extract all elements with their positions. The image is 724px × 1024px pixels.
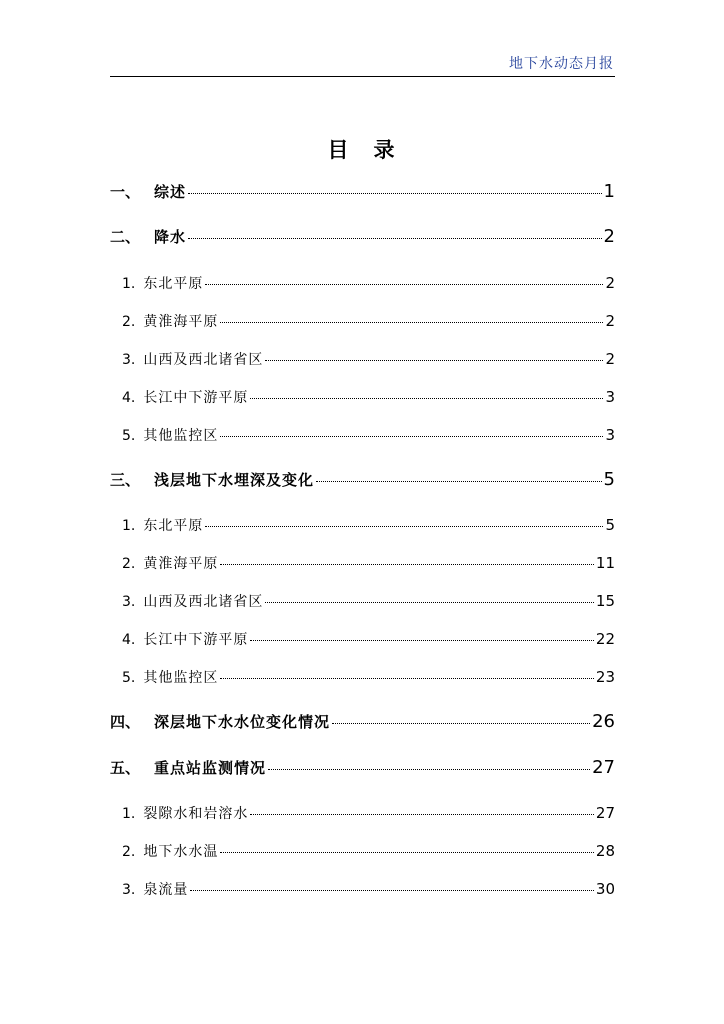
toc-entry-page: 15 xyxy=(595,592,615,610)
toc-entry-number: 4. xyxy=(122,390,136,406)
dot-leader xyxy=(205,284,603,285)
toc-entry-number: 四、 xyxy=(110,713,141,731)
toc-entry-number: 1. xyxy=(122,518,136,534)
toc-entry-number: 2. xyxy=(122,556,136,572)
toc-entry-text: 裂隙水和岩溶水 xyxy=(143,806,249,822)
toc-entry-page: 23 xyxy=(595,668,615,686)
toc-entry-number: 3. xyxy=(122,352,136,368)
toc-entry-page: 26 xyxy=(592,711,615,732)
dot-leader xyxy=(205,526,603,527)
toc-entry-5-2[interactable] xyxy=(122,841,615,861)
toc-entry-number: 三、 xyxy=(110,471,141,489)
toc-entry-page: 28 xyxy=(595,842,615,860)
toc-entry-number: 2. xyxy=(122,314,136,330)
dot-leader xyxy=(268,769,590,770)
toc-entry-number: 5. xyxy=(122,670,136,686)
toc-entry-text: 东北平原 xyxy=(143,518,204,534)
dot-leader xyxy=(220,436,603,437)
toc-entry-5-3[interactable] xyxy=(122,879,615,899)
toc-entry-number: 五、 xyxy=(110,759,141,777)
toc-entry-page: 2 xyxy=(603,226,615,247)
toc-entry-number: 1. xyxy=(122,806,136,822)
toc-entry-text: 黄淮海平原 xyxy=(143,314,219,330)
toc-title: 目 录 xyxy=(327,137,397,162)
dot-leader xyxy=(265,360,603,361)
dot-leader xyxy=(332,723,590,724)
toc-entry-page: 30 xyxy=(595,880,615,898)
toc-entry-2-5[interactable] xyxy=(122,425,615,445)
toc-entry-number: 2. xyxy=(122,844,136,860)
toc-entry-page: 22 xyxy=(595,630,615,648)
dot-leader xyxy=(220,678,594,679)
dot-leader xyxy=(316,481,602,482)
toc-entry-page: 2 xyxy=(605,274,615,292)
toc-entry-text: 浅层地下水埋深及变化 xyxy=(154,471,315,489)
dot-leader xyxy=(188,193,602,194)
toc-entry-5-1[interactable] xyxy=(122,803,615,823)
dot-leader xyxy=(190,890,594,891)
dot-leader xyxy=(250,398,603,399)
toc-entry-text: 东北平原 xyxy=(143,276,204,292)
toc-entry-section-5[interactable] xyxy=(110,757,615,778)
toc-entry-number: 二、 xyxy=(110,228,141,246)
toc-entry-text: 山西及西北诸省区 xyxy=(143,594,264,610)
toc-entry-text: 长江中下游平原 xyxy=(143,390,249,406)
dot-leader xyxy=(220,564,594,565)
toc-entry-number: 4. xyxy=(122,632,136,648)
toc-entry-page: 3 xyxy=(605,426,615,444)
toc-entry-section-1[interactable] xyxy=(110,181,615,202)
toc-entry-number: 3. xyxy=(122,882,136,898)
toc-entry-2-2[interactable] xyxy=(122,311,615,331)
toc-entry-3-1[interactable] xyxy=(122,515,615,535)
dot-leader xyxy=(265,602,594,603)
toc-entry-text: 黄淮海平原 xyxy=(143,556,219,572)
toc-entry-text: 其他监控区 xyxy=(143,428,219,444)
toc-entry-text: 其他监控区 xyxy=(143,670,219,686)
toc-entry-page: 27 xyxy=(592,757,615,778)
header-divider xyxy=(110,76,615,77)
toc-entry-page: 3 xyxy=(605,388,615,406)
toc-entry-page: 11 xyxy=(595,554,615,572)
toc-entry-text: 地下水水温 xyxy=(143,844,219,860)
toc-entry-text: 降水 xyxy=(154,228,187,246)
dot-leader xyxy=(188,238,602,239)
toc-entry-2-1[interactable] xyxy=(122,273,615,293)
toc-entry-page: 2 xyxy=(605,312,615,330)
dot-leader xyxy=(220,852,594,853)
dot-leader xyxy=(250,640,594,641)
toc-entry-number: 1. xyxy=(122,276,136,292)
toc-entry-number: 一、 xyxy=(110,183,141,201)
toc-entry-number: 5. xyxy=(122,428,136,444)
toc-entry-text: 山西及西北诸省区 xyxy=(143,352,264,368)
dot-leader xyxy=(220,322,603,323)
dot-leader xyxy=(250,814,594,815)
toc-entry-3-2[interactable] xyxy=(122,553,615,573)
toc-entry-text: 深层地下水水位变化情况 xyxy=(154,713,331,731)
running-header-title: 地下水动态月报 xyxy=(509,56,614,72)
toc-entry-page: 27 xyxy=(595,804,615,822)
toc-entry-text: 长江中下游平原 xyxy=(143,632,249,648)
toc-entry-3-4[interactable] xyxy=(122,629,615,649)
toc-entry-2-4[interactable] xyxy=(122,387,615,407)
toc-entry-number: 3. xyxy=(122,594,136,610)
toc-entry-section-4[interactable] xyxy=(110,711,615,732)
toc-entry-text: 泉流量 xyxy=(143,882,189,898)
toc-entry-text: 综述 xyxy=(154,183,187,201)
toc-entry-3-5[interactable] xyxy=(122,667,615,687)
toc-entry-page: 1 xyxy=(603,181,615,202)
toc-entry-text: 重点站监测情况 xyxy=(154,759,267,777)
toc-entry-section-3[interactable] xyxy=(110,469,615,490)
toc-entry-page: 5 xyxy=(603,469,615,490)
toc-entry-2-3[interactable] xyxy=(122,349,615,369)
toc-entry-page: 5 xyxy=(605,516,615,534)
toc-entry-page: 2 xyxy=(605,350,615,368)
toc-entry-3-3[interactable] xyxy=(122,591,615,611)
toc-entry-section-2[interactable] xyxy=(110,226,615,247)
